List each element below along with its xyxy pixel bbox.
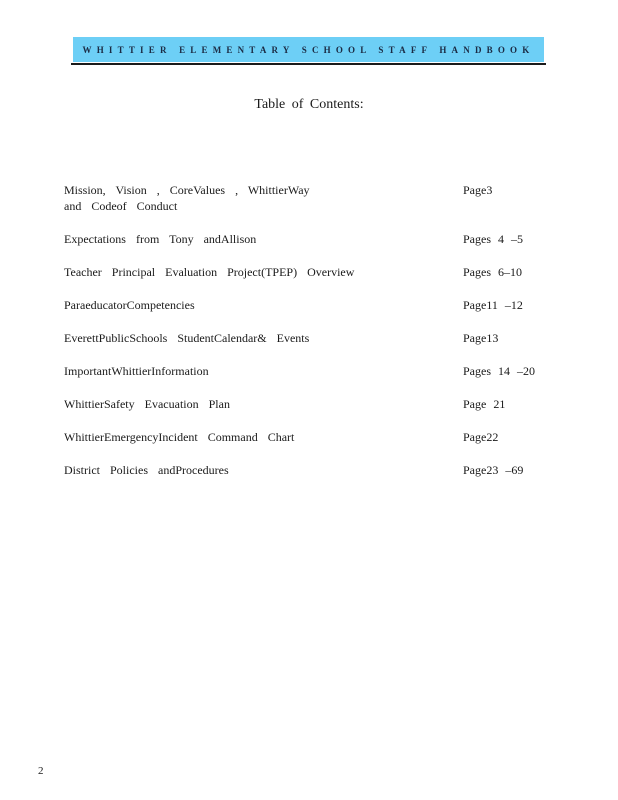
toc-entry (64, 396, 554, 412)
toc-list (64, 182, 554, 495)
toc-entry-page: Page 21 (463, 397, 506, 411)
toc-entry-label (64, 429, 444, 445)
toc-entry-page: Page22 (463, 430, 499, 444)
handbook-title: WHITTIER ELEMENTARY SCHOOL STAFF HANDBOOK (82, 44, 535, 55)
toc-entry-page: Page3 (463, 183, 493, 197)
toc-entry-line: ParaeducatorCompetencies (64, 298, 195, 312)
toc-entry-line: ImportantWhittierInformation (64, 364, 209, 378)
toc-entry-page: Page13 (463, 331, 499, 345)
toc-entry (64, 264, 554, 280)
page-number: 2 (38, 765, 44, 777)
toc-entry-line: Teacher Principal Evaluation Project(TPEP) Overview (64, 265, 355, 279)
toc-title: Table of Contents: (254, 97, 364, 112)
toc-entry-line: District Policies andProcedures (64, 463, 229, 477)
header-rule (71, 63, 546, 65)
toc-entry-page: Page11 –12 (463, 298, 523, 312)
toc-entry (64, 363, 554, 379)
toc-entry-label (64, 297, 444, 313)
toc-entry-label (64, 330, 444, 346)
toc-entry-page: Pages 14 –20 (463, 364, 535, 378)
toc-entry (64, 231, 554, 247)
toc-entry-line: and Codeof Conduct (64, 199, 178, 213)
toc-entry (64, 429, 554, 445)
toc-entry-label (64, 231, 444, 247)
toc-entry-line: WhittierSafety Evacuation Plan (64, 397, 230, 411)
header-banner (73, 37, 544, 62)
toc-entry-label (64, 396, 444, 412)
toc-entry-line: EverettPublicSchools StudentCalendar& Events (64, 331, 310, 345)
toc-entry-line: Expectations from Tony andAllison (64, 232, 257, 246)
toc-entry-label (64, 363, 444, 379)
toc-entry-label (64, 462, 444, 478)
toc-entry-label (64, 182, 444, 214)
toc-entry-line: Mission, Vision , CoreValues , WhittierWay (64, 183, 310, 197)
toc-entry (64, 297, 554, 313)
toc-entry-label (64, 264, 444, 280)
toc-entry-line: WhittierEmergencyIncident Command Chart (64, 430, 295, 444)
toc-entry-page: Page23 –69 (463, 463, 524, 477)
toc-entry (64, 182, 554, 214)
toc-entry-page: Pages 6–10 (463, 265, 522, 279)
toc-entry (64, 462, 554, 478)
toc-entry-page: Pages 4 –5 (463, 232, 523, 246)
toc-entry (64, 330, 554, 346)
